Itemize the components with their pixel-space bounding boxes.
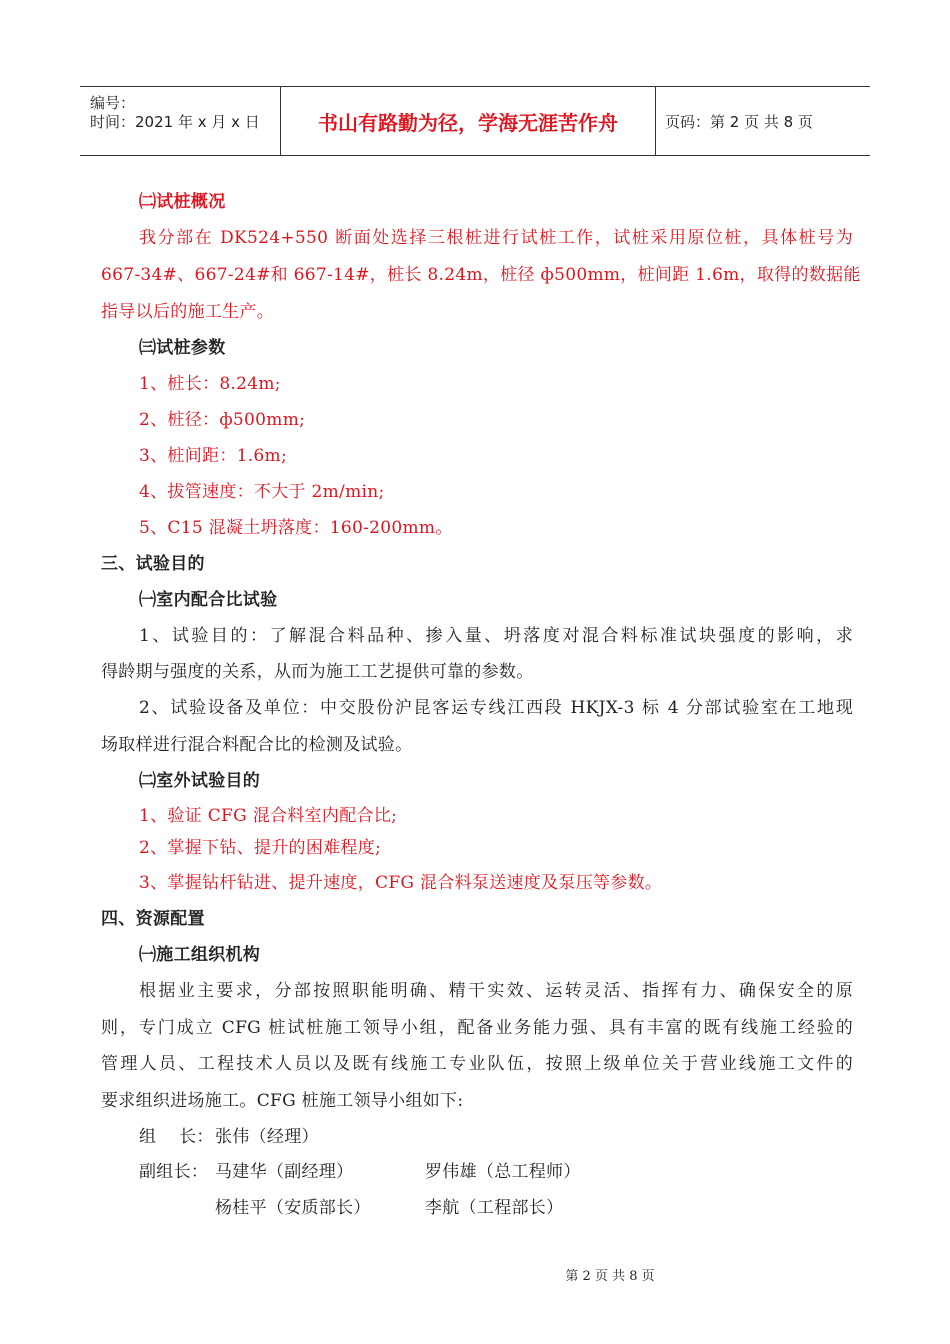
paragraph-line: 场取样进行混合料配合比的检测及试验。	[101, 735, 413, 755]
outdoor-item: 1、验证 CFG 混合料室内配合比;	[139, 806, 398, 826]
header-page-label: 页码：第 2 页 共 8 页	[665, 112, 813, 131]
param-item: 4、拔管速度：不大于 2m/min;	[139, 482, 385, 502]
paragraph-line: 则，专门成立 CFG 桩试桩施工领导小组，配备业务能力强、具有丰富的既有线施工经验的	[101, 1018, 853, 1038]
outdoor-item: 2、掌握下钻、提升的困难程度;	[139, 838, 382, 858]
number-label: 编号：	[90, 94, 136, 112]
heading-outdoor-test: ㈡室外试验目的	[139, 771, 261, 791]
outdoor-item: 3、掌握钻杆钻进、提升速度，CFG 混合料泵送速度及泵压等参数。	[139, 873, 663, 893]
leader-name: 张伟（经理）	[215, 1127, 319, 1147]
section-heading-3: 三、试验目的	[101, 554, 205, 574]
paragraph-line: 指导以后的施工生产。	[101, 302, 274, 322]
heading-test-pile-overview: ㈡试桩概况	[139, 192, 226, 212]
section-heading-4: 四、资源配置	[101, 909, 205, 929]
paragraph-line: 要求组织进场施工。CFG 桩施工领导小组如下:	[101, 1091, 464, 1111]
page-footer: 第 2 页 共 8 页	[565, 1269, 655, 1284]
deputy-name: 李航（工程部长）	[425, 1198, 564, 1218]
heading-test-pile-params: ㈢试桩参数	[139, 338, 226, 358]
deputy-label: 副组长：	[139, 1162, 209, 1182]
header-meta	[80, 87, 280, 155]
leader-label: 组 长：	[139, 1127, 214, 1147]
paragraph-line: 667-34#、667-24#和 667-14#，桩长 8.24m，桩径 ф500mm，桩间距 1.6m，取得的数据能	[101, 265, 861, 285]
header-motto: 书山有路勤为径，学海无涯苦作舟	[280, 87, 656, 155]
param-item: 3、桩间距：1.6m;	[139, 446, 287, 466]
heading-org: ㈠施工组织机构	[139, 945, 261, 965]
heading-indoor-test: ㈠室内配合比试验	[139, 590, 278, 610]
paragraph-line: 管理人员、工程技术人员以及既有线施工专业队伍，按照上级单位关于营业线施工文件的	[101, 1054, 853, 1074]
param-item: 1、桩长：8.24m;	[139, 374, 281, 394]
deputy-name: 罗伟雄（总工程师）	[425, 1162, 581, 1182]
param-item: 2、桩径：ф500mm;	[139, 410, 306, 430]
deputy-name: 杨桂平（安质部长）	[215, 1198, 371, 1218]
page-header	[80, 86, 870, 156]
paragraph-line: 1、试验目的：了解混合料品种、掺入量、坍落度对混合料标准试块强度的影响，求	[139, 626, 853, 646]
time-label: 时间：2021 年 x 月 x 日	[90, 113, 260, 131]
paragraph-line: 2、试验设备及单位：中交股份沪昆客运专线江西段 HKJX-3 标 4 分部试验室在工地现	[139, 698, 853, 718]
paragraph-line: 得龄期与强度的关系，从而为施工工艺提供可靠的参数。	[101, 662, 534, 682]
deputy-name: 马建华（副经理）	[215, 1162, 354, 1182]
param-item: 5、C15 混凝土坍落度：160-200mm。	[139, 518, 453, 538]
paragraph-line: 我分部在 DK524+550 断面处选择三根桩进行试桩工作，试桩采用原位桩，具体桩号为	[139, 228, 853, 248]
paragraph-line: 根据业主要求，分部按照职能明确、精干实效、运转灵活、指挥有力、确保安全的原	[139, 981, 853, 1001]
